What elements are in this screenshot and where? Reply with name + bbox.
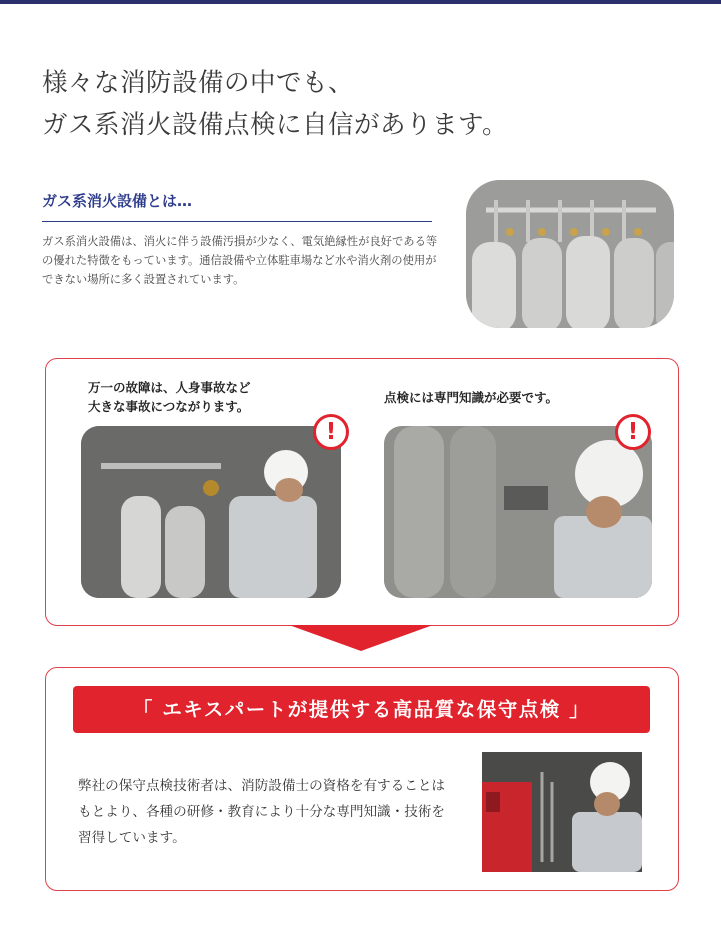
technician-panel-photo [482, 752, 642, 872]
down-arrow-icon [289, 625, 433, 651]
banner-close-bracket: 」 [569, 698, 591, 721]
section-divider [42, 221, 432, 222]
gas-cylinders-photo [466, 180, 674, 328]
technician-cylinder-photo [81, 426, 341, 598]
page-headline [42, 62, 508, 146]
headline-line-2: ガス系消火設備点検に自信があります。 [42, 110, 508, 140]
technician-inspection-photo [384, 426, 652, 598]
warning-caption-1-line-1: 万一の故障は、人身事故など [88, 380, 251, 395]
exclamation-icon: ! [615, 414, 651, 450]
section-title: ガス系消火設備とは… [42, 192, 193, 210]
banner-open-bracket: 「 [132, 698, 154, 721]
warning-caption-1 [88, 378, 251, 416]
warning-caption-2: 点検には専門知識が必要です。 [384, 390, 559, 405]
headline-line-1: 様々な消防設備の中でも、 [42, 68, 355, 98]
warning-caption-1-line-2: 大きな事故につながります。 [88, 399, 250, 414]
top-bar [0, 0, 721, 4]
expert-banner [73, 686, 650, 733]
closing-text: 弊社の保守点検技術者は、消防設備士の資格を有することはもとより、各種の研修・教育により十分な専門知識・技術を習得しています。 [78, 778, 446, 846]
section-description: ガス系消火設備は、消火に伴う設備汚損が少なく、電気絶縁性が良好である等の優れた特徴をもっています。通信設備や立体駐車場など水や消火剤の使用ができない場所に多く設置されています。 [42, 235, 438, 286]
banner-title: エキスパートが提供する高品質な保守点検 [162, 698, 561, 721]
exclamation-icon: ! [313, 414, 349, 450]
